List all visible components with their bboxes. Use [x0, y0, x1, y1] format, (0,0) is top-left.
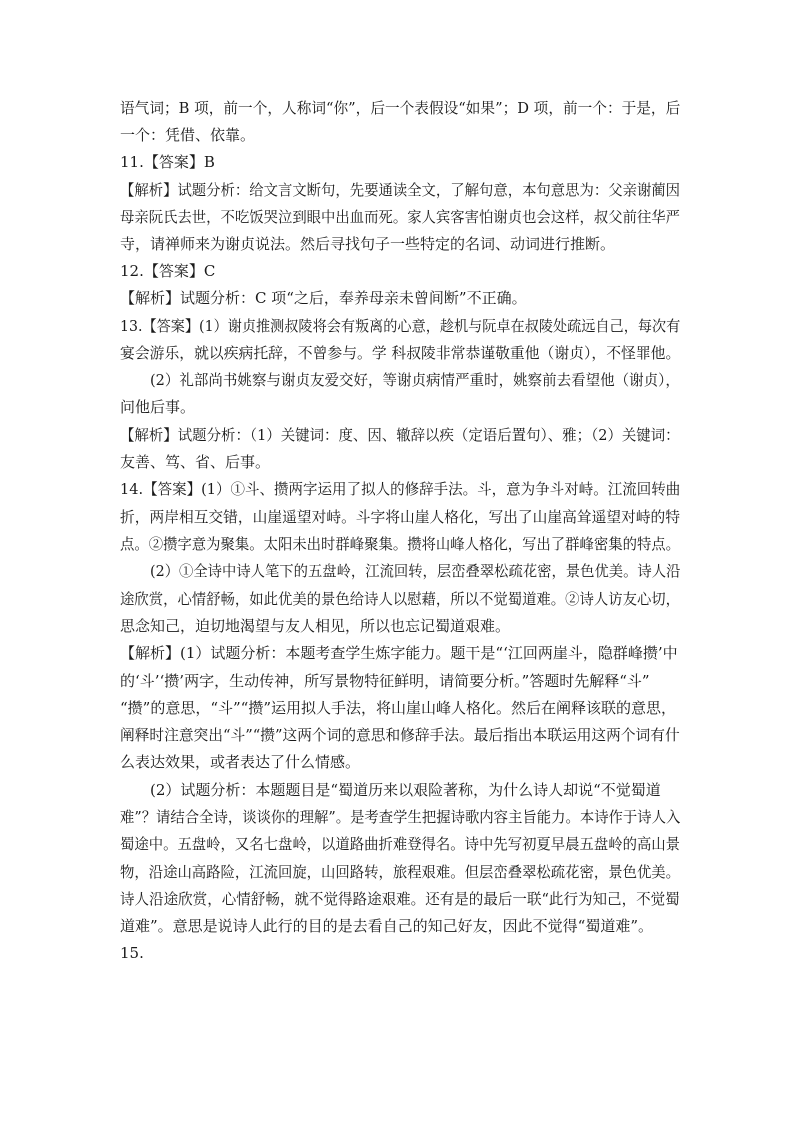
text-line: 阐释时注意突出“斗”“攒”这两个词的意思和修辞手法。最后指出本联运用这两个词有什: [120, 726, 680, 744]
text-line: 12.【答案】C: [120, 262, 216, 280]
text-line: 15.: [120, 944, 144, 962]
text-line: 问他后事。: [120, 398, 196, 416]
text-line: 11.【答案】B: [120, 153, 215, 171]
text-line: 13.【答案】(1）谢贞推测叔陵将会有叛离的心意，趁机与阮卓在叔陵处疏远自己，每次有: [120, 317, 681, 335]
text-line: 语气词；B 项，前一个，人称词“你”，后一个表假设“如果”；D 项，前一个：于是，后: [120, 99, 681, 117]
text-line: “攒”的意思，“斗”“攒”运用拟人手法，将山崖山峰人格化。然后在阐释该联的意思，: [120, 699, 677, 717]
text-line: 点。②攒字意为聚集。太阳未出时群峰聚集。攒将山峰人格化，写出了群峰密集的特点。: [120, 535, 681, 553]
text-line: 【解析】(1）试题分析：本题考查学生炼字能力。题干是“‘江回两崖斗，隐群峰攒’中: [120, 644, 678, 662]
text-line: 道难”。意思是说诗人此行的目的是去看自己的知己好友，因此不觉得“蜀道难”。: [120, 917, 654, 935]
text-line: (2）试题分析：本题题目是“蜀道历来以艰险著称，为什么诗人却说“不觉蜀道: [150, 781, 661, 799]
text-line: 【解析】试题分析：给文言文断句，先要通读全文，了解句意，本句意思为：父亲谢蔺因: [120, 181, 681, 199]
text-line: 友善、笃、省、后事。: [120, 453, 271, 471]
text-line: (2）礼部尚书姚察与谢贞友爱交好，等谢贞病情严重时，姚察前去看望他（谢贞），: [150, 371, 680, 389]
text-line: 的‘斗’‘攒’两字，生动传神，所写景物特征鲜明，请简要分析。”答题时先解释“斗”: [120, 672, 650, 690]
text-line: 诗人沿途欣赏，心情舒畅，就不觉得路途艰难。还有是的最后一联“此行为知己，不觉蜀: [120, 890, 680, 908]
text-line: 【解析】试题分析：（1）关键词：度、因、辙辞以疾（定语后置句）、雅；（2）关键词：: [120, 426, 680, 444]
text-line: (2）①全诗中诗人笔下的五盘岭，江流回转，层峦叠翠松疏花密，景色优美。诗人沿: [150, 562, 681, 580]
text-line: 蜀途中。五盘岭，又名七盘岭，以道路曲折难登得名。诗中先写初夏早晨五盘岭的高山景: [120, 835, 681, 853]
text-line: 物，沿途山高路险，江流回旋，山回路转，旅程艰难。但层峦叠翠松疏花密，景色优美。: [120, 863, 681, 881]
text-line: 寺，请禅师来为谢贞说法。然后寻找句子一些特定的名词、动词进行推断。: [120, 235, 616, 253]
text-line: 难”？请结合全诗，谈谈你的理解”。是考查学生把握诗歌内容主旨能力。本诗作于诗人入: [120, 808, 681, 826]
text-line: 一个：凭借、依靠。: [120, 126, 256, 144]
text-line: 途欣赏，心情舒畅，如此优美的景色给诗人以慰藉，所以不觉蜀道难。②诗人访友心切，: [120, 590, 681, 608]
text-line: 折，两岸相互交错，山崖遥望对峙。斗字将山崖人格化，写出了山崖高耸遥望对峙的特: [120, 508, 681, 526]
text-line: 母亲阮氏去世，不吃饭哭泣到眼中出血而死。家人宾客害怕谢贞也会这样，叔父前往华严: [120, 208, 681, 226]
text-line: 思念知己，迫切地渴望与友人相见，所以也忘记蜀道艰难。: [120, 617, 511, 635]
text-line: 宴会游乐，就以疾病托辞，不曾参与。学 科叔陵非常恭谨敬重他（谢贞），不怪罪他。: [120, 344, 681, 362]
text-line: 么表达效果，或者表达了什么情感。: [120, 753, 361, 771]
text-line: 【解析】试题分析：C 项“之后，奉养母亲未曾间断”不正确。: [120, 289, 527, 307]
text-line: 14.【答案】(1）①斗、攒两字运用了拟人的修辞手法。斗，意为争斗对峙。江流回转曲: [120, 480, 681, 498]
